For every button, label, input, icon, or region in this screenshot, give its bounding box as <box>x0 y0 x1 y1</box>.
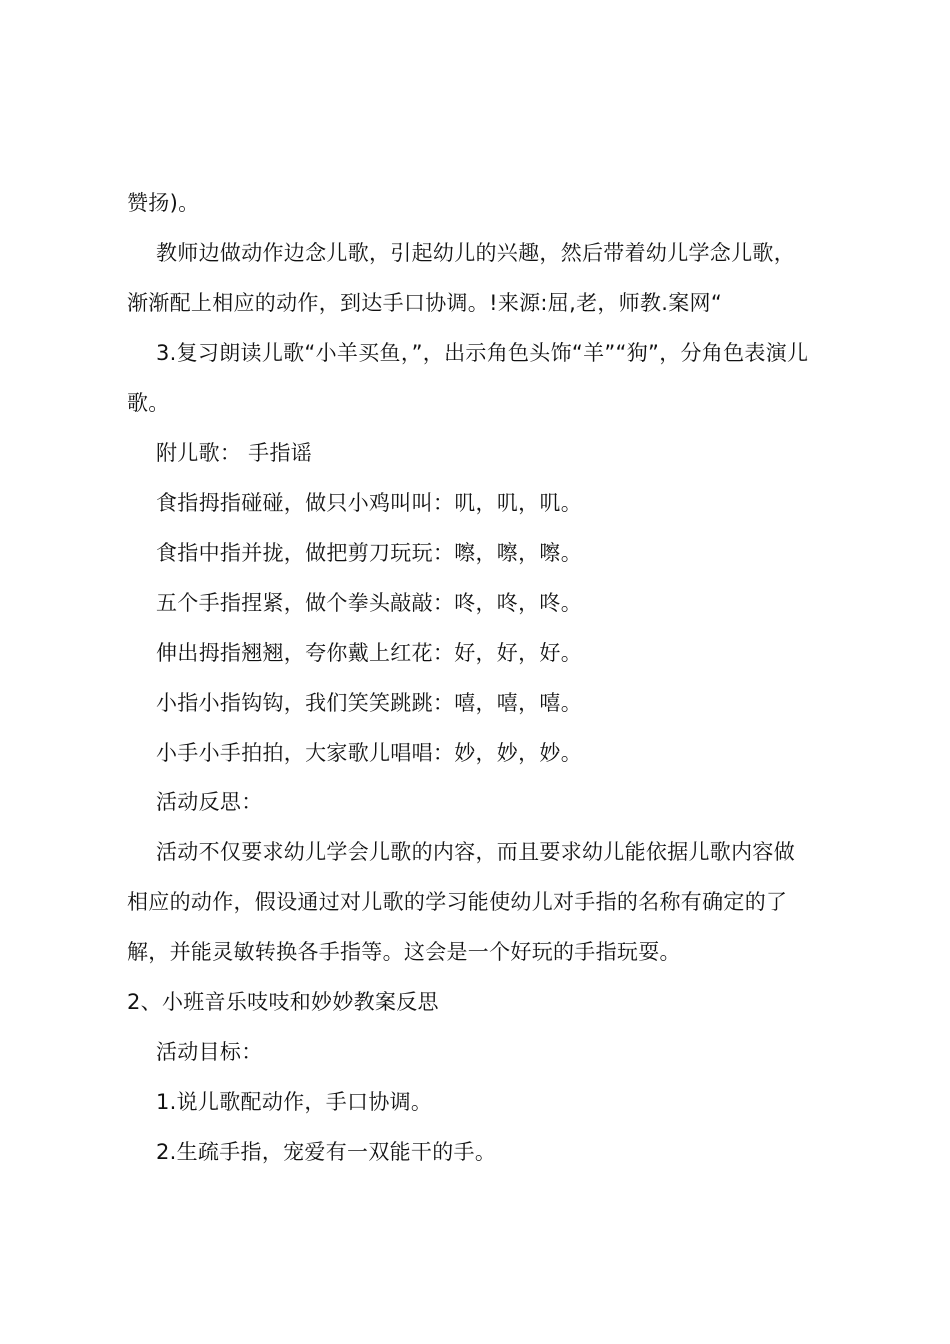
section-heading: 2、小班音乐吱吱和妙妙教案反思 <box>127 990 439 1014</box>
text-line: 教师边做动作边念儿歌，引起幼儿的兴趣，然后带着幼儿学念儿歌， <box>156 241 795 265</box>
text-line: 小手小手拍拍，大家歌儿唱唱：妙，妙，妙。 <box>156 741 582 765</box>
text-line: 歌。 <box>127 391 170 415</box>
text-line: 3.复习朗读儿歌“小羊买鱼，”，出示角色头饰“羊”“狗”，分角色表演儿 <box>156 341 809 365</box>
text-line: 五个手指捏紧，做个拳头敲敲：咚，咚，咚。 <box>156 591 582 615</box>
text-line: 相应的动作，假设通过对儿歌的学习能使幼儿对手指的名称有确定的了 <box>127 890 788 914</box>
text-line: 1.说儿歌配动作，手口协调。 <box>156 1090 433 1114</box>
text-line: 渐渐配上相应的动作，到达手口协调。!来源:屈,老，师教.案网“ <box>127 291 723 315</box>
text-line: 解，并能灵敏转换各手指等。这会是一个好玩的手指玩耍。 <box>127 940 681 964</box>
text-line: 活动目标： <box>156 1040 263 1064</box>
text-line: 小指小指钩钩，我们笑笑跳跳：嘻，嘻，嘻。 <box>156 691 582 715</box>
text-line: 2.生疏手指，宠爱有一双能干的手。 <box>156 1140 497 1164</box>
text-line: 附儿歌： 手指谣 <box>156 441 313 465</box>
text-line: 食指拇指碰碰，做只小鸡叫叫：叽，叽，叽。 <box>156 491 582 515</box>
text-line: 活动反思： <box>156 790 263 814</box>
text-line: 赞扬)。 <box>127 191 200 215</box>
text-line: 活动不仅要求幼儿学会儿歌的内容，而且要求幼儿能依据儿歌内容做 <box>156 840 795 864</box>
text-line: 食指中指并拢，做把剪刀玩玩：嚓，嚓，嚓。 <box>156 541 582 565</box>
text-line: 伸出拇指翘翘，夸你戴上红花：好，好，好。 <box>156 641 582 665</box>
